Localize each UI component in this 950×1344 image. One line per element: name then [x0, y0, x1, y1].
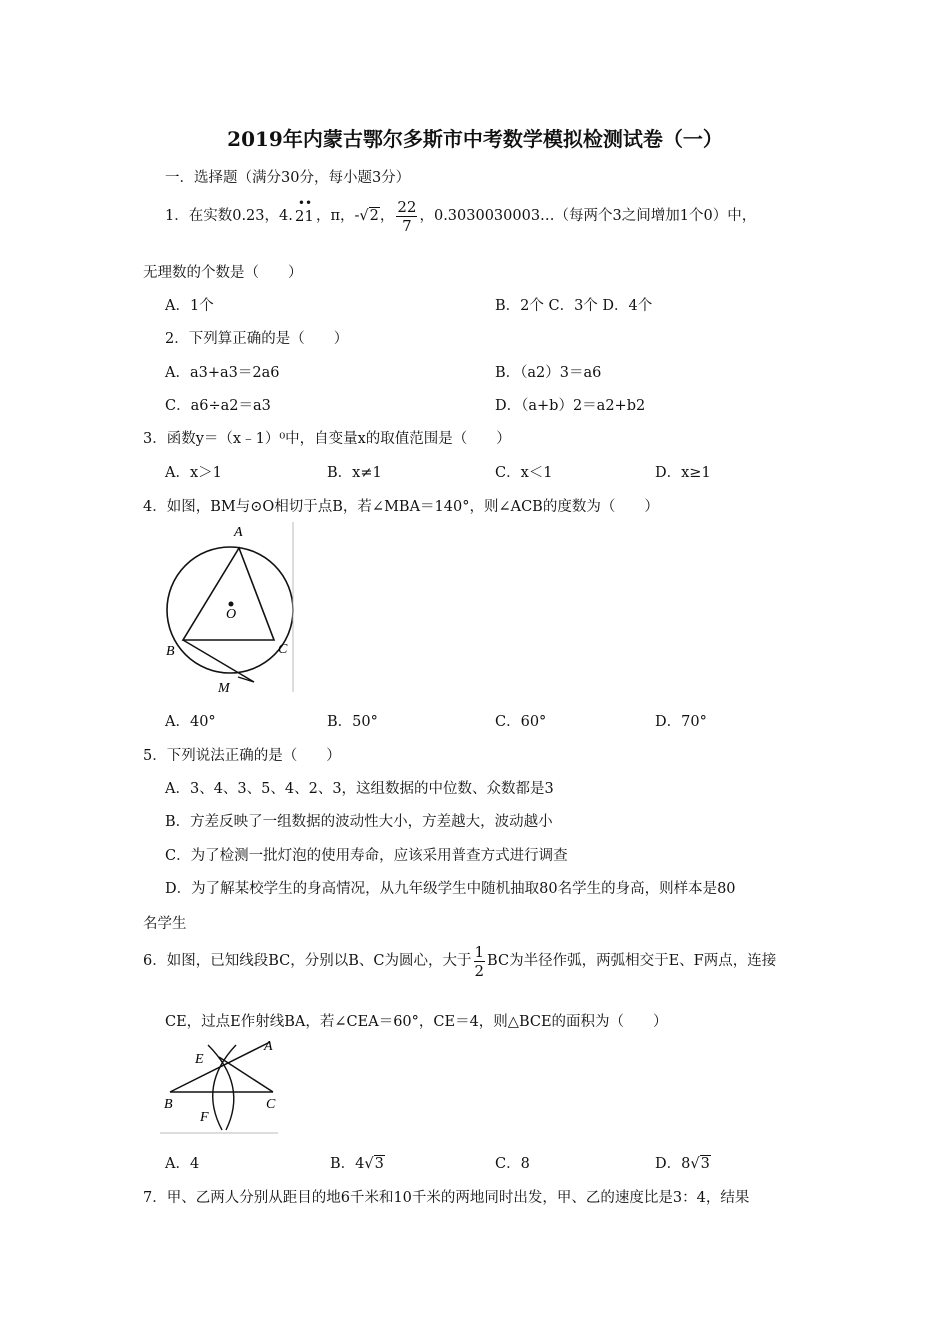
q5-option-a: A．3、4、3、5、4、2、3，这组数据的中位数、众数都是3	[165, 781, 554, 797]
q1-option-bcd: B．2个 C．3个 D．4个	[495, 298, 653, 314]
label-a: A	[264, 1039, 273, 1054]
q6-option-b: B．4√3	[330, 1156, 384, 1172]
q6-option-a: A．4	[165, 1156, 200, 1172]
q1-sqrt: √2	[359, 208, 379, 224]
q6-text-a: 6．如图，已知线段BC，分别以B、C为圆心，大于	[143, 953, 472, 969]
sqrt-symbol: √3	[690, 1156, 710, 1172]
q2-option-c: C．a6÷a2＝a3	[165, 398, 271, 414]
q6-option-c: C．8	[495, 1156, 530, 1172]
question-1-stem-cont: 无理数的个数是（ ）	[143, 265, 303, 281]
q4-option-c: C．60°	[495, 714, 547, 730]
q1-text-b: ，π，-	[315, 208, 360, 224]
center-point	[229, 602, 234, 607]
q6-text-b: BC为半径作弧，两弧相交于E、F两点，连接	[487, 953, 777, 969]
question-2-stem: 2．下列算正确的是（ ）	[165, 331, 349, 347]
q5-option-d-cont: 名学生	[143, 916, 187, 932]
label-c: C	[266, 1097, 276, 1112]
q2-option-b: B．（a2）3＝a6	[495, 365, 602, 381]
label-b: B	[164, 1097, 173, 1112]
q4-option-b: B．50°	[327, 714, 378, 730]
bisector-figure	[160, 1035, 285, 1135]
label-b: B	[166, 644, 175, 659]
label-c: C	[278, 642, 288, 657]
q1-text-c: ，0.3030030003…（每两个3之间增加1个0）中，	[419, 208, 757, 224]
q3-option-b: B．x≠1	[327, 465, 382, 481]
q5-option-b: B．方差反映了一组数据的波动性大小，方差越大，波动越小	[165, 814, 553, 830]
section-heading: 一．选择题（满分30分，每小题3分）	[165, 170, 411, 186]
question-4-stem: 4．如图，BM与⊙O相切于点B，若∠MBA＝140°，则∠ACB的度数为（ ）	[143, 499, 659, 515]
page-title: 2019年内蒙古鄂尔多斯市中考数学模拟检测试卷（一）	[227, 127, 723, 151]
triangle-abc	[183, 548, 274, 640]
q6-half-fraction: $\frac{1}{2}$	[474, 942, 485, 980]
q1-text-a: 1．在实数0.23，4.	[165, 208, 293, 224]
q3-option-c: C．x＜1	[495, 465, 553, 481]
question-5-stem: 5．下列说法正确的是（ ）	[143, 748, 341, 764]
label-a: A	[234, 525, 243, 540]
question-6-stem	[143, 941, 776, 981]
label-o: O	[226, 607, 237, 622]
q4-option-d: D．70°	[655, 714, 707, 730]
repeat-dots-icon: ••	[297, 196, 313, 210]
sqrt-symbol: √3	[364, 1156, 384, 1172]
q3-option-d: D．x≥1	[655, 465, 711, 481]
label-f: F	[200, 1110, 209, 1125]
question-7-stem: 7．甲、乙两人分别从距目的地6千米和10千米的两地同时出发，甲、乙的速度比是3：4，结果	[143, 1190, 750, 1206]
question-3-stem: 3．函数y＝（x﹣1）⁰中，自变量x的取值范围是（ ）	[143, 431, 511, 447]
segment-ce	[219, 1057, 273, 1092]
q3-option-a: A．x＞1	[165, 465, 222, 481]
q6-option-d: D．8√3	[655, 1156, 710, 1172]
q5-option-c: C．为了检测一批灯泡的使用寿命，应该采用普查方式进行调查	[165, 848, 568, 864]
q4-option-a: A．40°	[165, 714, 216, 730]
q1-fraction: $\frac{22}{7}$	[397, 197, 417, 235]
q2-option-a: A．a3+a3＝2a6	[165, 365, 280, 381]
q2-option-d: D．（a+b）2＝a2+b2	[495, 398, 646, 414]
circle-tangent-figure	[160, 520, 300, 695]
label-e: E	[195, 1052, 204, 1067]
q5-option-d: D．为了解某校学生的身高情况，从九年级学生中随机抽取80名学生的身高，则样本是80	[165, 881, 736, 897]
label-m: M	[218, 681, 230, 695]
question-1-stem: 1．在实数0.23，4. •• 21 ，π，-√2， $\frac{22}{7}$ ，0.3030030003…（每两个3之间增加1个0）中，	[165, 196, 757, 235]
q1-repeating-decimal: •• 21	[294, 196, 314, 225]
question-6-stem-cont: CE，过点E作射线BA，若∠CEA＝60°，CE＝4，则△BCE的面积为（ ）	[165, 1014, 668, 1030]
q1-option-a: A．1个	[165, 298, 214, 314]
